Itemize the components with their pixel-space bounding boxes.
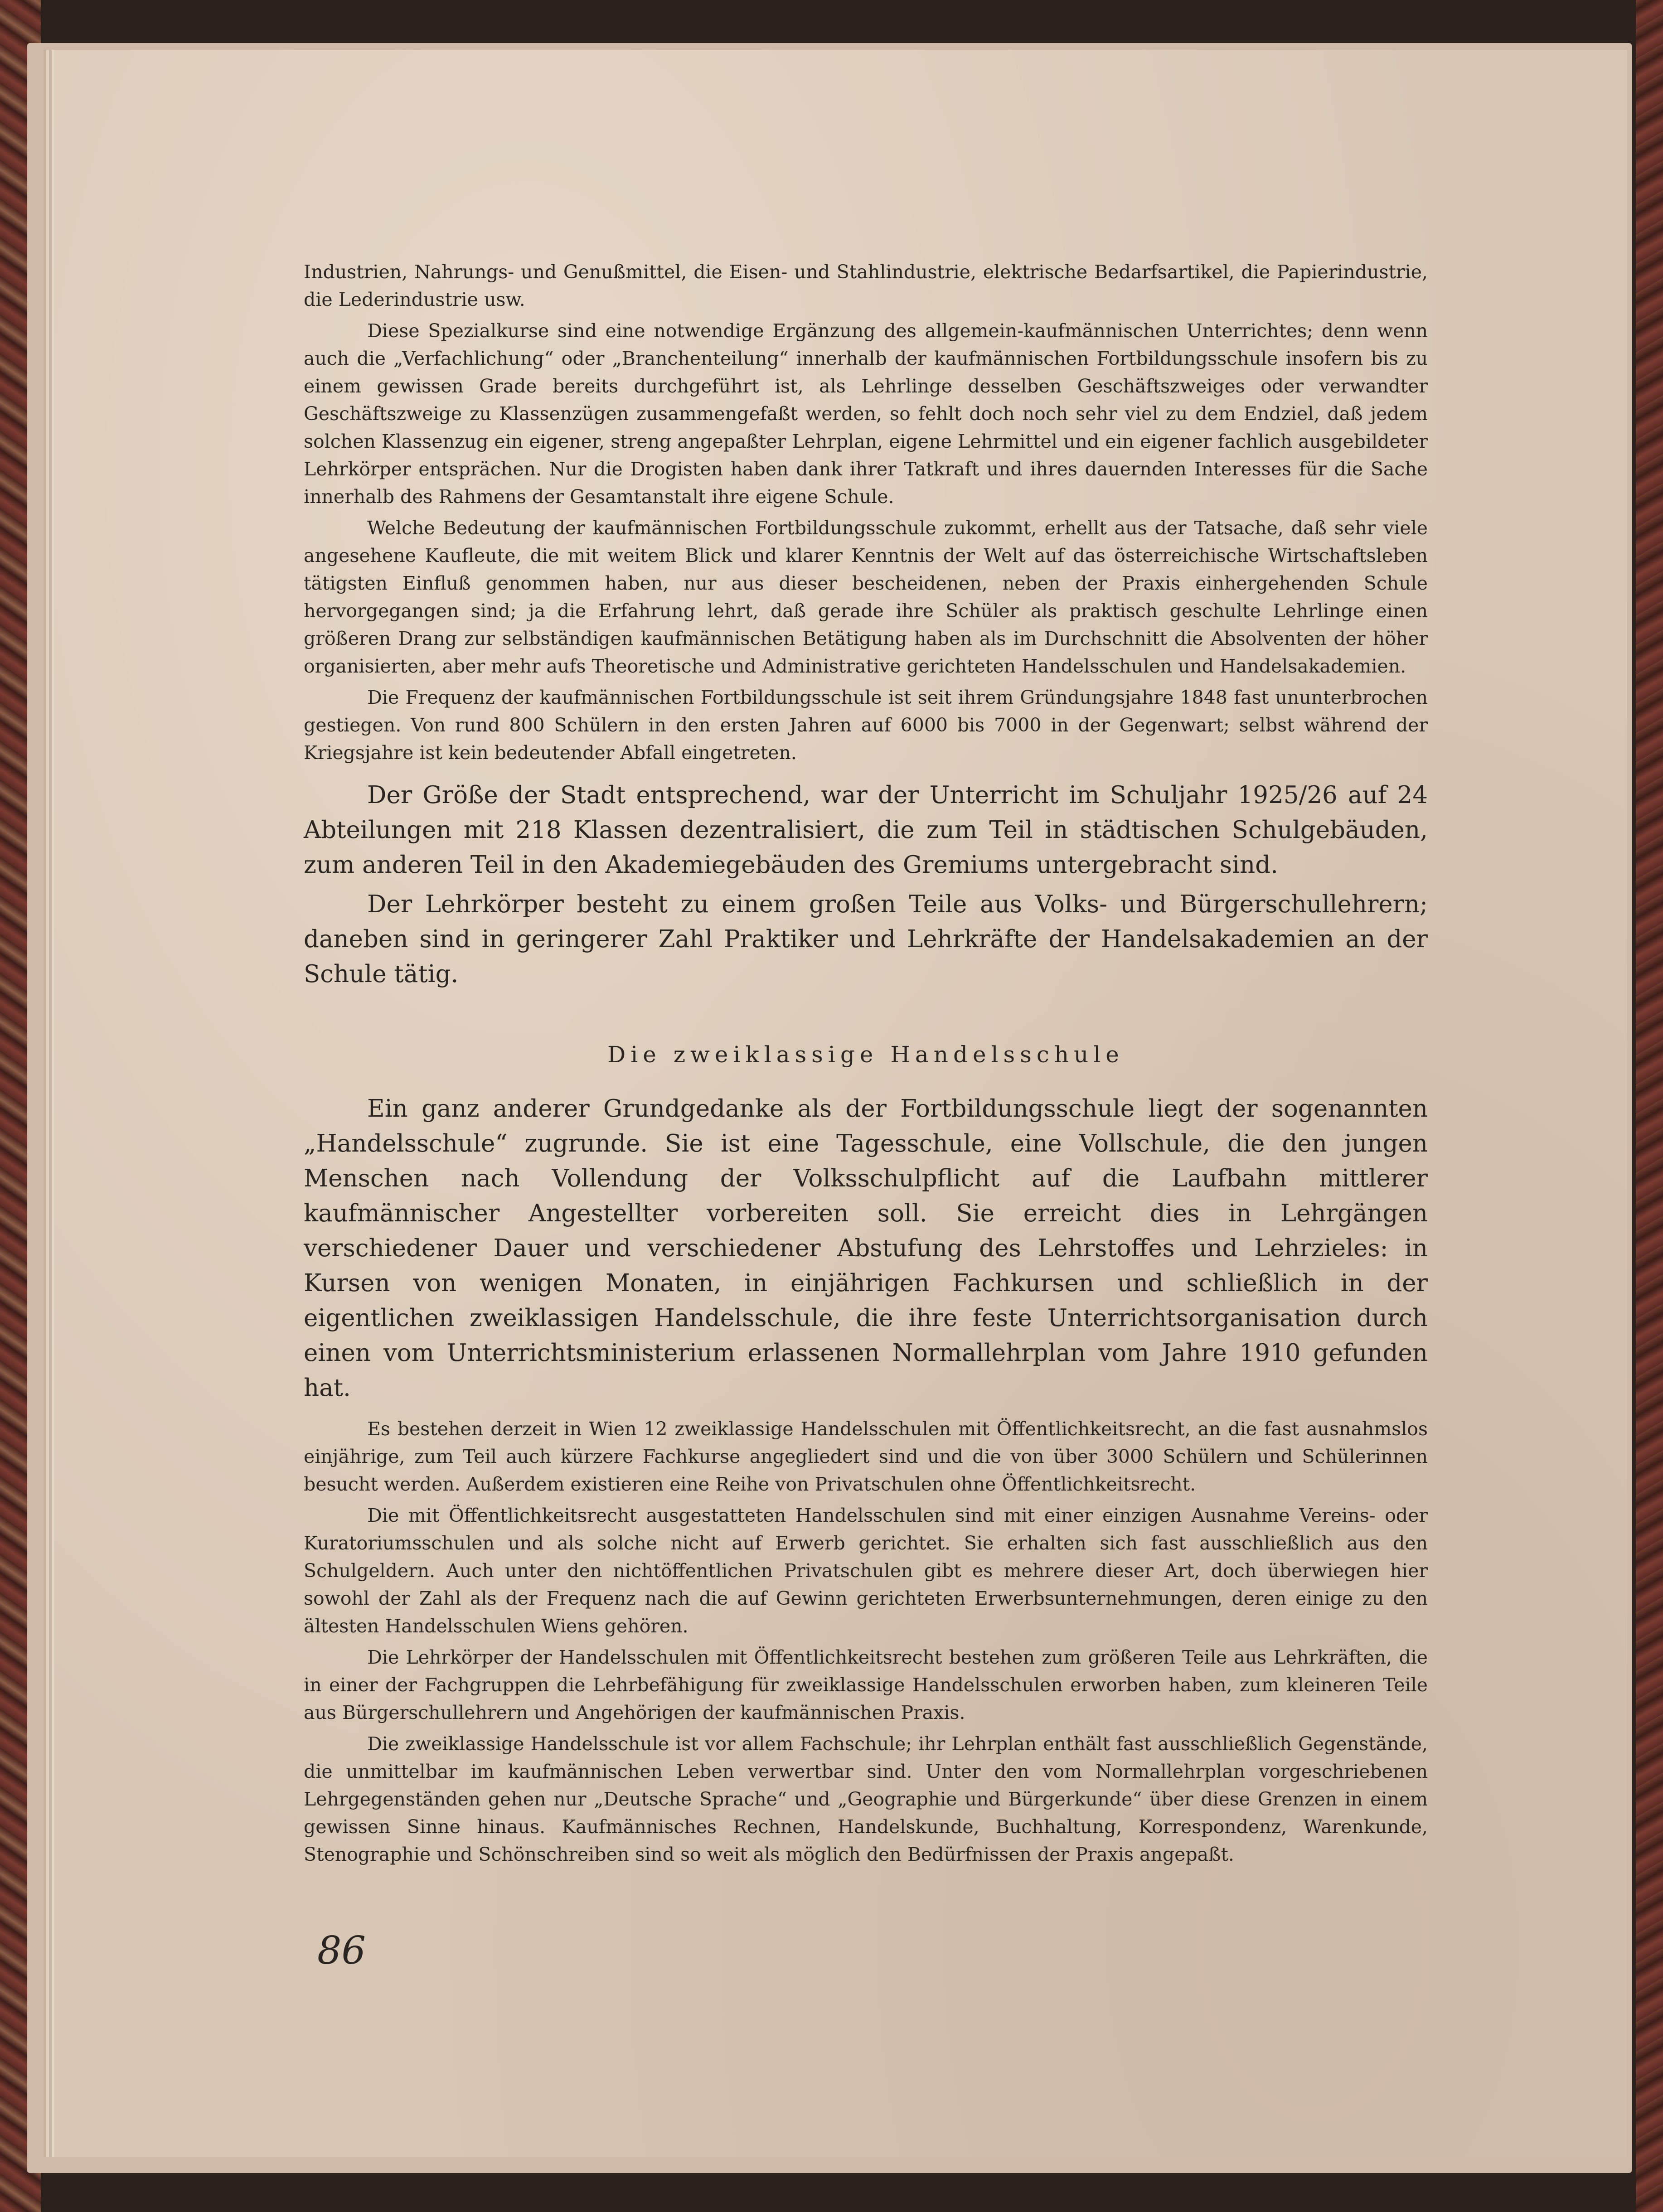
book-binding-right	[1636, 0, 1663, 2212]
paragraph: Welche Bedeutung der kaufmännischen Fortbildungsschule zukommt, erhellt aus der Tatsache, daß sehr viele angesehene Kaufleute, die mit weitem Blick und klarer Kenntnis der Welt auf das österreichische Wirtschaftsleben tätigsten Einfluß genommen haben, nur aus dieser bescheidenen, neben der Praxis einhergehenden Schule hervorgegangen sind; ja die Erfahrung lehrt, daß gerade ihre Schüler als praktisch geschulte Lehrlinge einen größeren Drang zur selbständigen kaufmännischen Betätigung haben als im Durchschnitt die Absolventen der höher organisierten, aber mehr aufs Theoretische und Administrative gerichteten Handelsschulen und Handelsakademien.	[304, 517, 1428, 677]
paragraph: Diese Spezialkurse sind eine notwendige Ergänzung des allgemein-kaufmännischen Unterrichtes; denn wenn auch die „Verfachlichung“ oder „Branchenteilung“ innerhalb der kaufmännischen Fortbildungsschule insofern bis zu einem gewissen Grade bereits durchgeführt ist, als Lehrlinge desselben Geschäftszweiges oder verwandter Geschäftszweige zu Klassenzügen zusammengefaßt werden, so fehlt doch noch sehr viel zu dem Endziel, daß jedem solchen Klassenzug ein eigener, streng angepaßter Lehrplan, eigene Lehrmittel und ein eigener fachlich ausgebildeter Lehrkörper entsprächen. Nur die Drogisten haben dank ihrer Tatkraft und ihres dauernden Interesses für die Sache innerhalb des Rahmens der Gesamtanstalt ihre eigene Schule.	[304, 320, 1428, 508]
paragraph: Industrien, Nahrungs- und Genußmittel, die Eisen- und Stahlindustrie, elektrische Bedarfsartikel, die Papierindustrie, die Lederindustrie usw.	[304, 261, 1428, 310]
paragraph: Ein ganz anderer Grundgedanke als der Fortbildungsschule liegt der sogenannten „Handelsschule“ zugrunde. Sie ist eine Tagesschule, eine Vollschule, die den jungen Menschen nach Vollendung der Volksschulpflicht auf die Laufbahn mittlerer kaufmännischer Angestellter vorbereiten soll. Sie erreicht dies in Lehrgängen verschiedener Dauer und verschiedener Abstufung des Lehrstoffes und Lehrzieles: in Kursen von wenigen Monaten, in einjährigen Fachkursen und schließlich in der eigentlichen zweiklassigen Handelsschule, die ihre feste Unterrichtsorganisation durch einen vom Unterrichtsministerium erlassenen Normallehrplan vom Jahre 1910 gefunden hat.	[304, 1095, 1428, 1402]
page-text	[304, 258, 1428, 1868]
paragraph: Der Lehrkörper besteht zu einem großen Teile aus Volks- und Bürgerschullehrern; daneben sind in geringerer Zahl Praktiker und Lehrkräfte der Handelsakademien an der Schule tätig.	[304, 891, 1428, 988]
section-heading: Die zweiklassige Handelsschule	[607, 1041, 1124, 1068]
paragraph: Die zweiklassige Handelsschule ist vor allem Fachschule; ihr Lehrplan enthält fast ausschließlich Gegenstände, die unmittelbar im kaufmännischen Leben verwertbar sind. Unter den vom Normallehrplan vorgeschriebenen Lehrgegenständen gehen nur „Deutsche Sprache“ und „Geographie und Bürgerkunde“ über diese Grenzen in einem gewissen Sinne hinaus. Kaufmännisches Rechnen, Handelskunde, Buchhaltung, Korrespondenz, Warenkunde, Stenographie und Schönschreiben sind so weit als möglich den Bedürfnissen der Praxis angepaßt.	[304, 1733, 1428, 1865]
paragraph: Die Lehrkörper der Handelsschulen mit Öffentlichkeitsrecht bestehen zum größeren Teile aus Lehrkräften, die in einer der Fachgruppen die Lehrbefähigung für zweiklassige Handelsschulen erworben haben, zum kleineren Teile aus Bürgerschullehrern und Angehörigen der kaufmännischen Praxis.	[304, 1646, 1428, 1723]
paragraph: Der Größe der Stadt entsprechend, war der Unterricht im Schuljahr 1925/26 auf 24 Abteilungen mit 218 Klassen dezentralisiert, die zum Teil in städtischen Schulgebäuden, zum anderen Teil in den Akademiegebäuden des Gremiums untergebracht sind.	[304, 781, 1428, 879]
paragraph: Die mit Öffentlichkeitsrecht ausgestatteten Handelsschulen sind mit einer einzigen Ausnahme Vereins- oder Kuratoriumsschulen und als solche nicht auf Erwerb gerichtet. Sie erhalten sich fast ausschließlich aus den Schulgeldern. Auch unter den nichtöffentlichen Privatschulen gibt es mehrere dieser Art, doch überwiegen hier sowohl der Zahl als der Frequenz nach die auf Gewinn gerichteten Erwerbsunternehmungen, deren einige zu den ältesten Handelsschulen Wiens gehören.	[304, 1505, 1428, 1637]
paragraph: Die Frequenz der kaufmännischen Fortbildungsschule ist seit ihrem Gründungsjahre 1848 fast ununterbrochen gestiegen. Von rund 800 Schülern in den ersten Jahren auf 6000 bis 7000 in der Gegenwart; selbst während der Kriegsjahre ist kein bedeutender Abfall eingetreten.	[304, 687, 1428, 764]
paragraph: Es bestehen derzeit in Wien 12 zweiklassige Handelsschulen mit Öffentlichkeitsrecht, an die fast ausnahmslos einjährige, zum Teil auch kürzere Fachkurse angegliedert sind und die von über 3000 Schülern und Schülerinnen besucht werden. Außerdem existieren eine Reihe von Privatschulen ohne Öffentlichkeitsrecht.	[304, 1418, 1428, 1495]
page-number: 86	[317, 1928, 366, 1973]
